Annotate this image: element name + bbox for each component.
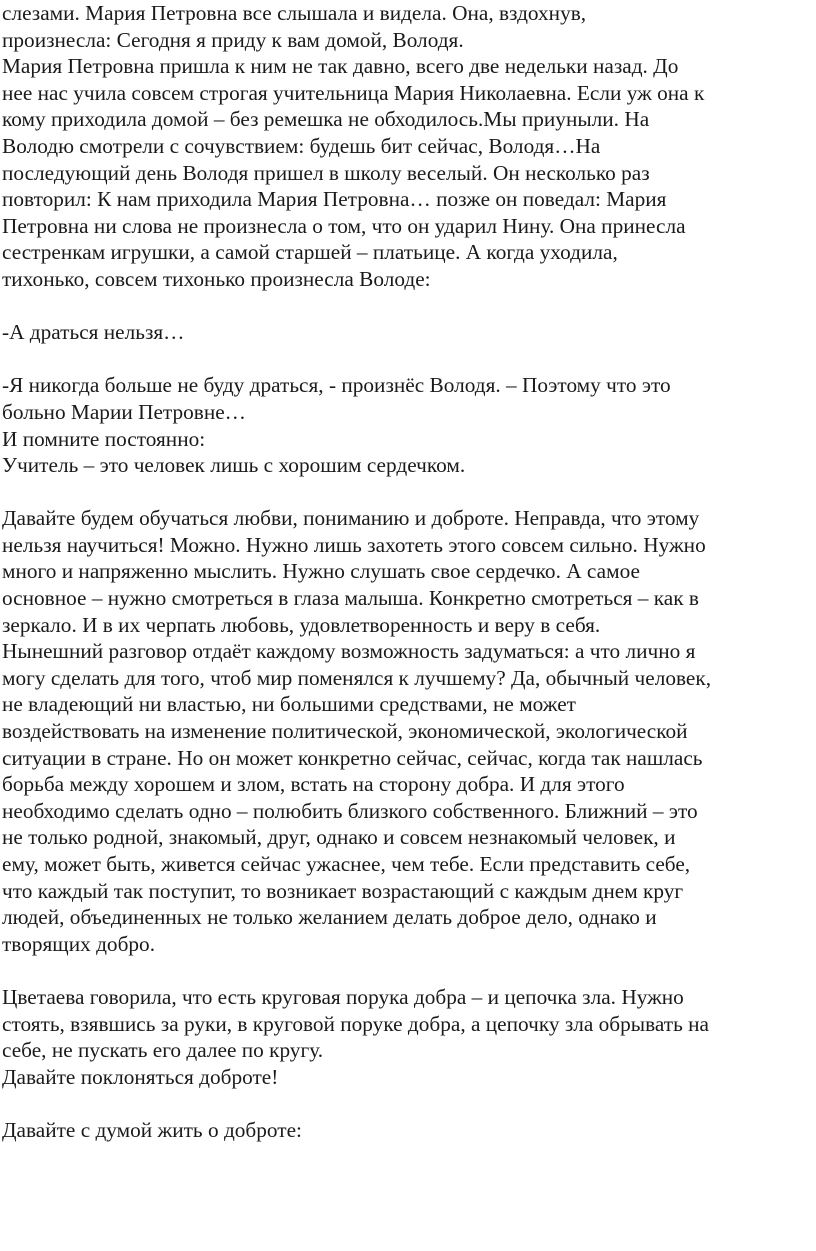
text-line: тихонько, совсем тихонько произнесла Володе: bbox=[2, 266, 431, 291]
text-line: нее нас учила совсем строгая учительница Мария Николаевна. Если уж она к bbox=[2, 80, 705, 105]
text-line: необходимо сделать одно – полюбить близкого собственного. Ближний – это bbox=[2, 798, 698, 823]
text-line: -Я никогда больше не буду драться, - произнёс Володя. – Поэтому что это bbox=[2, 373, 671, 398]
text-line: зеркало. И в их черпать любовь, удовлетворенность и веру в себя. bbox=[2, 612, 601, 637]
blank-line bbox=[2, 346, 814, 373]
text-line: нельзя научиться! Можно. Нужно лишь захотеть этого совсем сильно. Нужно bbox=[2, 532, 706, 557]
text-line: Володю смотрели с сочувствием: будешь бит сейчас, Володя…На bbox=[2, 133, 601, 158]
text-line: себе, не пускать его далее по кругу. bbox=[2, 1038, 324, 1063]
text-line: борьба между хорошем и злом, встать на сторону добра. И для этого bbox=[2, 772, 625, 797]
text-line: последующий день Володя пришел в школу веселый. Он несколько раз bbox=[2, 160, 650, 185]
text-line: больно Марии Петровне… bbox=[2, 399, 246, 424]
text-line: Учитель – это человек лишь с хорошим сердечком. bbox=[2, 453, 466, 478]
text-line: не только родной, знакомый, друг, однако и совсем незнакомый человек, и bbox=[2, 825, 676, 850]
text-line: слезами. Мария Петровна все слышала и видела. Она, вздохнув, bbox=[2, 1, 587, 25]
text-line: Давайте с думой жить о доброте: bbox=[2, 1117, 302, 1142]
text-line: произнесла: Сегодня я приду к вам домой, Володя. bbox=[2, 27, 464, 52]
blank-line bbox=[2, 1090, 814, 1117]
text-line: -А драться нельзя… bbox=[2, 320, 185, 345]
text-line: могу сделать для того, чтоб мир поменялся к лучшему? Да, обычный человек, bbox=[2, 665, 712, 690]
text-line: ему, может быть, живется сейчас ужаснее, чем тебе. Если представить себе, bbox=[2, 852, 691, 876]
text-line: стоять, взявшись за руки, в круговой поруке добра, а цепочку зла обрывать на bbox=[2, 1011, 709, 1036]
text-line: ситуации в стране. Но он может конкретно сейчас, сейчас, когда так нашлась bbox=[2, 745, 703, 770]
text-line: что каждый так поступит, то возникает возрастающий с каждым днем круг bbox=[2, 878, 684, 903]
document-body bbox=[2, 0, 814, 1144]
text-line: повторил: К нам приходила Мария Петровна… позже он поведал: Мария bbox=[2, 187, 667, 212]
text-line: Нынешний разговор отдаёт каждому возможность задуматься: а что лично я bbox=[2, 639, 696, 664]
text-line: творящих добро. bbox=[2, 931, 156, 956]
blank-line bbox=[2, 293, 814, 320]
text-line: кому приходила домой – без ремешка не обходилось.Мы приуныли. На bbox=[2, 107, 650, 132]
text-line: Цветаева говорила, что есть круговая порука добра – и цепочка зла. Нужно bbox=[2, 984, 684, 1009]
text-line: Давайте поклоняться доброте! bbox=[2, 1064, 279, 1089]
text-line: Мария Петровна пришла к ним не так давно, всего две недельки назад. До bbox=[2, 54, 679, 79]
text-line: много и напряженно мыслить. Нужно слушать свое сердечко. А самое bbox=[2, 559, 640, 584]
blank-line bbox=[2, 957, 814, 984]
text-line: сестренкам игрушки, а самой старшей – платьице. А когда уходила, bbox=[2, 240, 618, 265]
text-line: И помните постоянно: bbox=[2, 426, 206, 451]
text-line: основное – нужно смотреться в глаза малыша. Конкретно смотреться – как в bbox=[2, 586, 699, 611]
text-line: не владеющий ни властью, ни большими средствами, не может bbox=[2, 692, 576, 717]
text-line: людей, объединенных не только желанием делать доброе дело, однако и bbox=[2, 905, 657, 930]
blank-line bbox=[2, 479, 814, 506]
text-line: воздействовать на изменение политической, экономической, экологической bbox=[2, 719, 688, 744]
text-line: Давайте будем обучаться любви, пониманию и доброте. Неправда, что этому bbox=[2, 506, 700, 531]
text-line: Петровна ни слова не произнесла о том, что он ударил Нину. Она принесла bbox=[2, 213, 686, 238]
